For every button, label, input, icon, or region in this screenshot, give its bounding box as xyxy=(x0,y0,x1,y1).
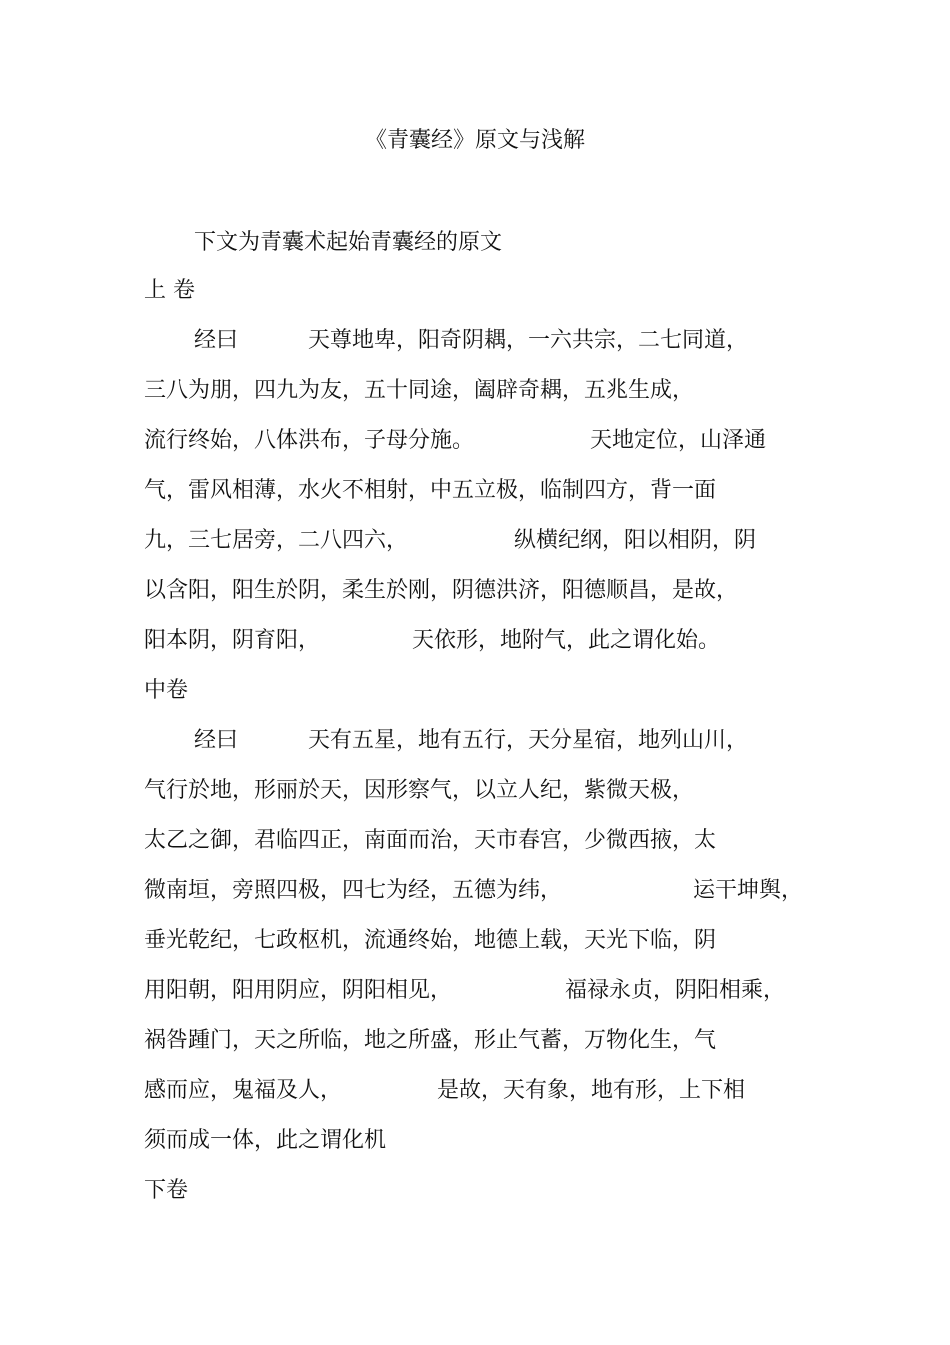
middle-line-6-text-a: 用阳朝，阳用阴应，阴阳相见， xyxy=(144,978,453,1003)
upper-line-7-text-a: 阳本阴，阴育阳， xyxy=(144,628,321,653)
middle-line-4-text-a: 微南垣，旁照四极，四七为经，五德为纬， xyxy=(144,878,563,903)
volume-heading-lower: 下卷 xyxy=(144,1178,189,1203)
middle-line-3: 太乙之御，君临四正，南面而治，天市春宫，少微西掖，太 xyxy=(144,828,717,853)
upper-line-1-text: 天尊地卑，阳奇阴耦，一六共宗，二七同道， xyxy=(308,328,749,353)
upper-line-3-text-b: 天地定位，山泽通 xyxy=(590,428,767,453)
intro-line: 下文为青囊术起始青囊经的原文 xyxy=(194,230,503,255)
upper-line-5-text-b: 纵横纪纲，阳以相阴，阴 xyxy=(514,528,757,553)
middle-line-4-text-b: 运干坤舆， xyxy=(693,878,804,903)
volume-heading-middle: 中卷 xyxy=(144,678,189,703)
document-title: 《青囊经》原文与浅解 xyxy=(364,128,585,153)
middle-line-2: 气行於地，形丽於天，因形察气，以立人纪，紫微天极， xyxy=(144,778,695,803)
upper-line-4: 气，雷风相薄，水火不相射，中五立极，临制四方，背一面 xyxy=(144,478,717,503)
upper-line-5-text-a: 九，三七居旁，二八四六， xyxy=(144,528,409,553)
upper-line-1-label: 经曰 xyxy=(194,328,239,353)
middle-line-5: 垂光乾纪，七政枢机，流通终始，地德上载，天光下临，阴 xyxy=(144,928,717,953)
upper-line-7-text-b: 天依形，地附气，此之谓化始。 xyxy=(412,628,721,653)
volume-heading-upper: 上 卷 xyxy=(144,278,195,303)
middle-line-1-text: 天有五星，地有五行，天分星宿，地列山川， xyxy=(308,728,749,753)
middle-line-6-text-b: 福禄永贞，阴阳相乘， xyxy=(565,978,786,1003)
middle-line-1-label: 经曰 xyxy=(194,728,239,753)
upper-line-3-text-a: 流行终始，八体洪布，子母分施。 xyxy=(144,428,475,453)
middle-line-8-text-b: 是故，天有象，地有形，上下相 xyxy=(437,1078,746,1103)
upper-line-2: 三八为朋，四九为友，五十同途，阖辟奇耦，五兆生成， xyxy=(144,378,695,403)
middle-line-8-text-a: 感而应，鬼福及人， xyxy=(144,1078,343,1103)
upper-line-6: 以含阳，阳生於阴，柔生於刚，阴德洪济，阳德顺昌，是故， xyxy=(144,578,739,603)
middle-line-9: 须而成一体，此之谓化机 xyxy=(144,1128,387,1153)
middle-line-7: 祸咎踵门，天之所临，地之所盛，形止气蓄，万物化生，气 xyxy=(144,1028,717,1053)
